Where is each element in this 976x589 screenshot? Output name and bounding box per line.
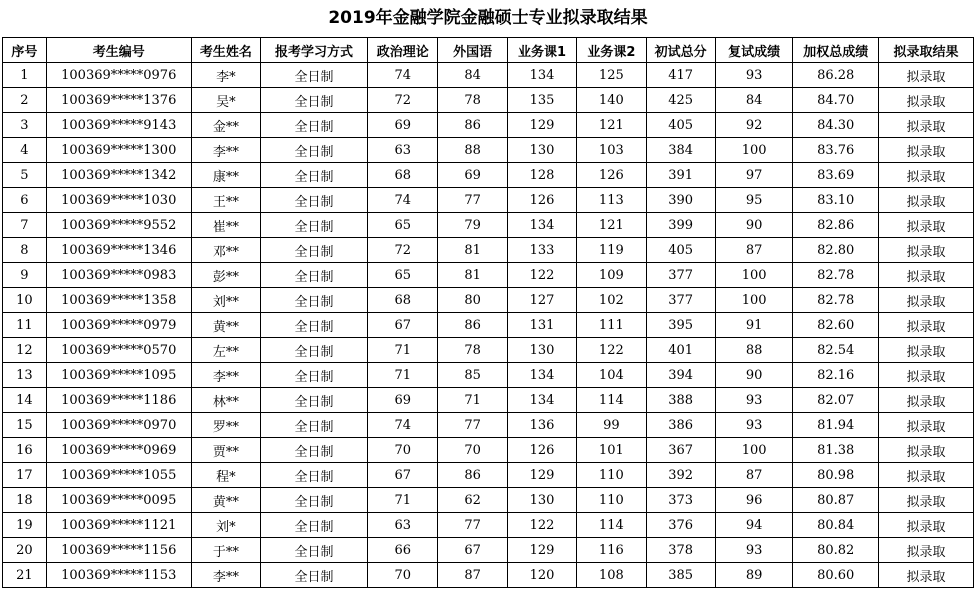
table-body [3, 63, 974, 588]
course-1-cell: 134 [507, 388, 576, 413]
admission-result-cell: 拟录取 [879, 338, 974, 363]
retest-score-cell: 93 [715, 388, 793, 413]
politics-cell: 68 [368, 288, 438, 313]
foreign-language-cell: 77 [438, 188, 507, 213]
study-mode-cell: 全日制 [261, 238, 368, 263]
table-row [3, 263, 974, 288]
course-2-cell: 121 [577, 113, 646, 138]
candidate-id-cell: 100369*****1121 [46, 513, 191, 538]
course-1-cell: 133 [507, 238, 576, 263]
course-1-cell: 130 [507, 488, 576, 513]
col-header-study-mode: 报考学习方式 [261, 38, 368, 63]
admission-result-cell: 拟录取 [879, 563, 974, 588]
name-cell: 李** [191, 563, 260, 588]
candidate-id-cell: 100369*****1095 [46, 363, 191, 388]
weighted-total-cell: 83.69 [793, 163, 879, 188]
foreign-language-cell: 85 [438, 363, 507, 388]
foreign-language-cell: 86 [438, 113, 507, 138]
name-cell: 李** [191, 138, 260, 163]
table-row [3, 238, 974, 263]
name-cell: 于** [191, 538, 260, 563]
retest-score-cell: 84 [715, 88, 793, 113]
retest-score-cell: 95 [715, 188, 793, 213]
col-header-admission-result: 拟录取结果 [879, 38, 974, 63]
initial-total-cell: 385 [646, 563, 715, 588]
politics-cell: 71 [368, 338, 438, 363]
name-cell: 李** [191, 363, 260, 388]
retest-score-cell: 88 [715, 338, 793, 363]
retest-score-cell: 93 [715, 413, 793, 438]
course-2-cell: 108 [577, 563, 646, 588]
candidate-id-cell: 100369*****0979 [46, 313, 191, 338]
admission-result-cell: 拟录取 [879, 363, 974, 388]
initial-total-cell: 401 [646, 338, 715, 363]
weighted-total-cell: 82.07 [793, 388, 879, 413]
weighted-total-cell: 83.76 [793, 138, 879, 163]
politics-cell: 69 [368, 113, 438, 138]
admission-result-cell: 拟录取 [879, 213, 974, 238]
seq-cell: 20 [3, 538, 47, 563]
study-mode-cell: 全日制 [261, 288, 368, 313]
weighted-total-cell: 80.84 [793, 513, 879, 538]
name-cell: 罗** [191, 413, 260, 438]
weighted-total-cell: 82.60 [793, 313, 879, 338]
admission-result-cell: 拟录取 [879, 513, 974, 538]
candidate-id-cell: 100369*****0983 [46, 263, 191, 288]
candidate-id-cell: 100369*****1153 [46, 563, 191, 588]
table-row [3, 138, 974, 163]
seq-cell: 2 [3, 88, 47, 113]
foreign-language-cell: 84 [438, 63, 507, 88]
course-1-cell: 130 [507, 138, 576, 163]
initial-total-cell: 405 [646, 113, 715, 138]
table-row [3, 513, 974, 538]
initial-total-cell: 405 [646, 238, 715, 263]
initial-total-cell: 390 [646, 188, 715, 213]
col-header-course-1: 业务课1 [507, 38, 576, 63]
course-1-cell: 129 [507, 538, 576, 563]
table-row [3, 63, 974, 88]
politics-cell: 74 [368, 188, 438, 213]
course-2-cell: 102 [577, 288, 646, 313]
politics-cell: 71 [368, 363, 438, 388]
table-row [3, 388, 974, 413]
seq-cell: 1 [3, 63, 47, 88]
candidate-id-cell: 100369*****1376 [46, 88, 191, 113]
retest-score-cell: 90 [715, 213, 793, 238]
course-1-cell: 128 [507, 163, 576, 188]
candidate-id-cell: 100369*****0095 [46, 488, 191, 513]
course-2-cell: 113 [577, 188, 646, 213]
course-2-cell: 110 [577, 463, 646, 488]
politics-cell: 72 [368, 88, 438, 113]
politics-cell: 70 [368, 563, 438, 588]
course-1-cell: 134 [507, 213, 576, 238]
study-mode-cell: 全日制 [261, 213, 368, 238]
course-2-cell: 125 [577, 63, 646, 88]
admission-result-cell: 拟录取 [879, 538, 974, 563]
course-1-cell: 135 [507, 88, 576, 113]
politics-cell: 74 [368, 63, 438, 88]
course-2-cell: 110 [577, 488, 646, 513]
foreign-language-cell: 77 [438, 413, 507, 438]
foreign-language-cell: 88 [438, 138, 507, 163]
name-cell: 黄** [191, 488, 260, 513]
col-header-name: 考生姓名 [191, 38, 260, 63]
foreign-language-cell: 62 [438, 488, 507, 513]
initial-total-cell: 417 [646, 63, 715, 88]
admission-result-cell: 拟录取 [879, 138, 974, 163]
seq-cell: 4 [3, 138, 47, 163]
politics-cell: 67 [368, 463, 438, 488]
course-2-cell: 140 [577, 88, 646, 113]
course-1-cell: 129 [507, 463, 576, 488]
foreign-language-cell: 86 [438, 463, 507, 488]
retest-score-cell: 100 [715, 138, 793, 163]
course-2-cell: 104 [577, 363, 646, 388]
name-cell: 彭** [191, 263, 260, 288]
initial-total-cell: 392 [646, 463, 715, 488]
seq-cell: 17 [3, 463, 47, 488]
retest-score-cell: 100 [715, 438, 793, 463]
initial-total-cell: 394 [646, 363, 715, 388]
candidate-id-cell: 100369*****0976 [46, 63, 191, 88]
table-row [3, 88, 974, 113]
course-1-cell: 136 [507, 413, 576, 438]
name-cell: 李* [191, 63, 260, 88]
candidate-id-cell: 100369*****1186 [46, 388, 191, 413]
seq-cell: 21 [3, 563, 47, 588]
name-cell: 林** [191, 388, 260, 413]
col-header-politics: 政治理论 [368, 38, 438, 63]
study-mode-cell: 全日制 [261, 313, 368, 338]
course-2-cell: 99 [577, 413, 646, 438]
weighted-total-cell: 82.80 [793, 238, 879, 263]
candidate-id-cell: 100369*****1156 [46, 538, 191, 563]
study-mode-cell: 全日制 [261, 413, 368, 438]
retest-score-cell: 100 [715, 263, 793, 288]
course-2-cell: 111 [577, 313, 646, 338]
candidate-id-cell: 100369*****1358 [46, 288, 191, 313]
admission-result-cell: 拟录取 [879, 388, 974, 413]
name-cell: 左** [191, 338, 260, 363]
course-2-cell: 119 [577, 238, 646, 263]
course-2-cell: 101 [577, 438, 646, 463]
politics-cell: 69 [368, 388, 438, 413]
table-row [3, 363, 974, 388]
candidate-id-cell: 100369*****0570 [46, 338, 191, 363]
name-cell: 贾** [191, 438, 260, 463]
retest-score-cell: 94 [715, 513, 793, 538]
name-cell: 王** [191, 188, 260, 213]
study-mode-cell: 全日制 [261, 463, 368, 488]
seq-cell: 13 [3, 363, 47, 388]
course-2-cell: 114 [577, 388, 646, 413]
politics-cell: 71 [368, 488, 438, 513]
weighted-total-cell: 80.87 [793, 488, 879, 513]
course-1-cell: 126 [507, 188, 576, 213]
initial-total-cell: 395 [646, 313, 715, 338]
course-2-cell: 122 [577, 338, 646, 363]
seq-cell: 5 [3, 163, 47, 188]
candidate-id-cell: 100369*****1300 [46, 138, 191, 163]
col-header-foreign-language: 外国语 [438, 38, 507, 63]
politics-cell: 67 [368, 313, 438, 338]
seq-cell: 18 [3, 488, 47, 513]
weighted-total-cell: 82.78 [793, 263, 879, 288]
table-row [3, 163, 974, 188]
study-mode-cell: 全日制 [261, 138, 368, 163]
seq-cell: 19 [3, 513, 47, 538]
foreign-language-cell: 78 [438, 88, 507, 113]
course-2-cell: 116 [577, 538, 646, 563]
candidate-id-cell: 100369*****0970 [46, 413, 191, 438]
course-2-cell: 121 [577, 213, 646, 238]
course-1-cell: 129 [507, 113, 576, 138]
foreign-language-cell: 87 [438, 563, 507, 588]
seq-cell: 9 [3, 263, 47, 288]
name-cell: 黄** [191, 313, 260, 338]
study-mode-cell: 全日制 [261, 263, 368, 288]
admission-result-cell: 拟录取 [879, 188, 974, 213]
name-cell: 程* [191, 463, 260, 488]
col-header-seq: 序号 [3, 38, 47, 63]
admission-result-cell: 拟录取 [879, 438, 974, 463]
politics-cell: 65 [368, 263, 438, 288]
name-cell: 刘** [191, 288, 260, 313]
seq-cell: 7 [3, 213, 47, 238]
table-row [3, 288, 974, 313]
name-cell: 康** [191, 163, 260, 188]
course-1-cell: 130 [507, 338, 576, 363]
candidate-id-cell: 100369*****1342 [46, 163, 191, 188]
weighted-total-cell: 84.70 [793, 88, 879, 113]
table-row [3, 438, 974, 463]
candidate-id-cell: 100369*****9552 [46, 213, 191, 238]
weighted-total-cell: 81.38 [793, 438, 879, 463]
admission-result-cell: 拟录取 [879, 163, 974, 188]
name-cell: 刘* [191, 513, 260, 538]
weighted-total-cell: 80.82 [793, 538, 879, 563]
admission-result-cell: 拟录取 [879, 63, 974, 88]
course-1-cell: 122 [507, 263, 576, 288]
initial-total-cell: 377 [646, 288, 715, 313]
foreign-language-cell: 78 [438, 338, 507, 363]
course-2-cell: 114 [577, 513, 646, 538]
col-header-candidate-id: 考生编号 [46, 38, 191, 63]
candidate-id-cell: 100369*****1055 [46, 463, 191, 488]
candidate-id-cell: 100369*****0969 [46, 438, 191, 463]
seq-cell: 15 [3, 413, 47, 438]
study-mode-cell: 全日制 [261, 338, 368, 363]
seq-cell: 10 [3, 288, 47, 313]
candidate-id-cell: 100369*****1346 [46, 238, 191, 263]
seq-cell: 11 [3, 313, 47, 338]
table-row [3, 563, 974, 588]
seq-cell: 6 [3, 188, 47, 213]
table-row [3, 338, 974, 363]
weighted-total-cell: 86.28 [793, 63, 879, 88]
foreign-language-cell: 86 [438, 313, 507, 338]
weighted-total-cell: 80.98 [793, 463, 879, 488]
study-mode-cell: 全日制 [261, 538, 368, 563]
admission-result-cell: 拟录取 [879, 238, 974, 263]
seq-cell: 12 [3, 338, 47, 363]
initial-total-cell: 367 [646, 438, 715, 463]
table-row [3, 188, 974, 213]
candidate-id-cell: 100369*****9143 [46, 113, 191, 138]
candidate-id-cell: 100369*****1030 [46, 188, 191, 213]
course-1-cell: 120 [507, 563, 576, 588]
politics-cell: 63 [368, 513, 438, 538]
course-1-cell: 134 [507, 363, 576, 388]
initial-total-cell: 384 [646, 138, 715, 163]
table-row [3, 213, 974, 238]
retest-score-cell: 100 [715, 288, 793, 313]
page-title: 2019年金融学院金融硕士专业拟录取结果 [328, 8, 648, 28]
politics-cell: 68 [368, 163, 438, 188]
name-cell: 崔** [191, 213, 260, 238]
initial-total-cell: 377 [646, 263, 715, 288]
seq-cell: 14 [3, 388, 47, 413]
foreign-language-cell: 67 [438, 538, 507, 563]
study-mode-cell: 全日制 [261, 363, 368, 388]
retest-score-cell: 93 [715, 63, 793, 88]
initial-total-cell: 378 [646, 538, 715, 563]
table-row [3, 463, 974, 488]
weighted-total-cell: 82.54 [793, 338, 879, 363]
study-mode-cell: 全日制 [261, 88, 368, 113]
col-header-initial-total: 初试总分 [646, 38, 715, 63]
initial-total-cell: 425 [646, 88, 715, 113]
study-mode-cell: 全日制 [261, 488, 368, 513]
weighted-total-cell: 82.78 [793, 288, 879, 313]
admission-result-cell: 拟录取 [879, 288, 974, 313]
politics-cell: 65 [368, 213, 438, 238]
admission-result-cell: 拟录取 [879, 88, 974, 113]
initial-total-cell: 376 [646, 513, 715, 538]
col-header-weighted-total: 加权总成绩 [793, 38, 879, 63]
course-2-cell: 109 [577, 263, 646, 288]
name-cell: 金** [191, 113, 260, 138]
foreign-language-cell: 81 [438, 238, 507, 263]
retest-score-cell: 91 [715, 313, 793, 338]
table-row [3, 113, 974, 138]
politics-cell: 66 [368, 538, 438, 563]
retest-score-cell: 90 [715, 363, 793, 388]
retest-score-cell: 92 [715, 113, 793, 138]
weighted-total-cell: 81.94 [793, 413, 879, 438]
initial-total-cell: 399 [646, 213, 715, 238]
name-cell: 邓** [191, 238, 260, 263]
weighted-total-cell: 83.10 [793, 188, 879, 213]
retest-score-cell: 96 [715, 488, 793, 513]
weighted-total-cell: 84.30 [793, 113, 879, 138]
col-header-retest-score: 复试成绩 [715, 38, 793, 63]
seq-cell: 8 [3, 238, 47, 263]
course-1-cell: 126 [507, 438, 576, 463]
foreign-language-cell: 79 [438, 213, 507, 238]
course-1-cell: 134 [507, 63, 576, 88]
header-row [3, 38, 974, 63]
foreign-language-cell: 80 [438, 288, 507, 313]
study-mode-cell: 全日制 [261, 563, 368, 588]
weighted-total-cell: 82.86 [793, 213, 879, 238]
politics-cell: 72 [368, 238, 438, 263]
retest-score-cell: 89 [715, 563, 793, 588]
initial-total-cell: 391 [646, 163, 715, 188]
seq-cell: 16 [3, 438, 47, 463]
table-row [3, 538, 974, 563]
study-mode-cell: 全日制 [261, 113, 368, 138]
foreign-language-cell: 77 [438, 513, 507, 538]
study-mode-cell: 全日制 [261, 188, 368, 213]
weighted-total-cell: 80.60 [793, 563, 879, 588]
study-mode-cell: 全日制 [261, 513, 368, 538]
study-mode-cell: 全日制 [261, 63, 368, 88]
course-1-cell: 131 [507, 313, 576, 338]
study-mode-cell: 全日制 [261, 388, 368, 413]
admission-result-cell: 拟录取 [879, 413, 974, 438]
col-header-course-2: 业务课2 [577, 38, 646, 63]
table-row [3, 488, 974, 513]
course-2-cell: 126 [577, 163, 646, 188]
admission-result-cell: 拟录取 [879, 488, 974, 513]
name-cell: 吴* [191, 88, 260, 113]
study-mode-cell: 全日制 [261, 163, 368, 188]
politics-cell: 74 [368, 413, 438, 438]
course-1-cell: 122 [507, 513, 576, 538]
retest-score-cell: 87 [715, 463, 793, 488]
course-2-cell: 103 [577, 138, 646, 163]
initial-total-cell: 386 [646, 413, 715, 438]
retest-score-cell: 97 [715, 163, 793, 188]
retest-score-cell: 87 [715, 238, 793, 263]
course-1-cell: 127 [507, 288, 576, 313]
admission-results-table [2, 37, 974, 588]
admission-result-cell: 拟录取 [879, 313, 974, 338]
admission-result-cell: 拟录取 [879, 113, 974, 138]
politics-cell: 70 [368, 438, 438, 463]
table-row [3, 313, 974, 338]
initial-total-cell: 388 [646, 388, 715, 413]
initial-total-cell: 373 [646, 488, 715, 513]
admission-result-cell: 拟录取 [879, 263, 974, 288]
seq-cell: 3 [3, 113, 47, 138]
foreign-language-cell: 69 [438, 163, 507, 188]
foreign-language-cell: 70 [438, 438, 507, 463]
foreign-language-cell: 71 [438, 388, 507, 413]
study-mode-cell: 全日制 [261, 438, 368, 463]
foreign-language-cell: 81 [438, 263, 507, 288]
admission-result-cell: 拟录取 [879, 463, 974, 488]
politics-cell: 63 [368, 138, 438, 163]
weighted-total-cell: 82.16 [793, 363, 879, 388]
retest-score-cell: 93 [715, 538, 793, 563]
table-row [3, 413, 974, 438]
